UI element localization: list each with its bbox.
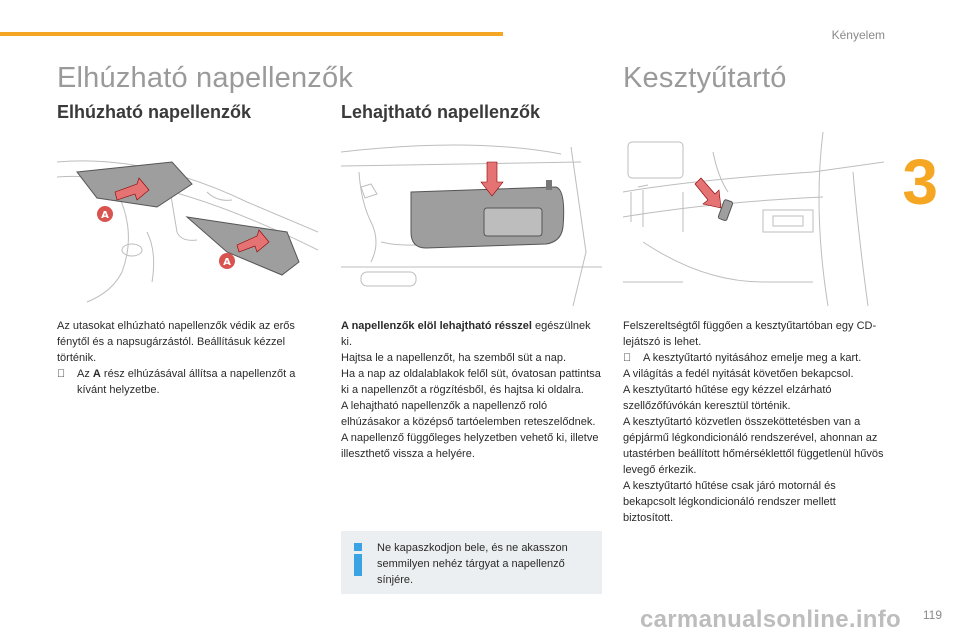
callout-a-2-label: A <box>223 257 231 268</box>
glove-box-illustration <box>623 132 884 306</box>
info-note-box <box>341 531 602 594</box>
folding-visor-paragraph-2: Hajtsa le a napellenzőt, ha szemből süt a nap. <box>341 352 567 364</box>
folding-visor-illustration <box>341 132 602 306</box>
callout-a-1-label: A <box>101 210 109 221</box>
glove-box-paragraph-4: A kesztyűtartó közvetlen összeköttetésben van a gépjármű légkondicionáló rendszerével, ahonnan az utastérben beállított hőmérséklettől függetlenül hűvös levegő érkezik. <box>623 416 884 476</box>
folding-visor-paragraph-4: A lehajtható napellenzők a napellenző roló elhúzásakor a középső tartóelemben reteszelődnek. A napellenző függőleges helyzetben vehető ki, illetve illeszthető vissza a helyére. <box>341 400 599 460</box>
glove-box-paragraph-2: A világítás a fedél nyitását követően bekapcsol. <box>623 368 854 380</box>
orange-header-bar <box>0 32 503 36</box>
bullet-check-icon <box>57 366 77 398</box>
info-icon <box>351 543 365 577</box>
retractable-visor-instruction: Az A rész elhúzásával állítsa a napellenzőt a kívánt helyzetbe. <box>57 366 318 398</box>
bullet-check-icon <box>623 350 643 366</box>
glove-box-text <box>623 318 888 526</box>
right-main-title: Kesztyűtartó <box>623 62 787 94</box>
subtitle-retractable-visors: Elhúzható napellenzők <box>57 102 252 122</box>
glove-box-instruction: A kesztyűtartó nyitásához emelje meg a kart. <box>623 350 888 366</box>
page-number: 119 <box>922 608 942 622</box>
left-main-title: Elhúzható napellenzők <box>57 62 354 94</box>
glove-box-paragraph-5: A kesztyűtartó hűtése csak járó motornál és bekapcsolt légkondicionáló rendszer mellett biztosított. <box>623 480 836 524</box>
folding-visor-paragraph-3: Ha a nap az oldalablakok felől süt, óvatosan pattintsa ki a napellenzőt a rögzítésből, és hajtsa ki oldalra. <box>341 368 601 396</box>
watermark-text: carmanualsonline.info <box>640 606 902 633</box>
folding-visor-intro: A napellenzők elöl lehajtható résszel egészülnek ki. <box>341 320 591 348</box>
retractable-visor-illustration <box>57 132 318 306</box>
retractable-visor-text <box>57 318 318 398</box>
chapter-title: Kényelem <box>831 28 885 42</box>
glove-box-paragraph-3: A kesztyűtartó hűtése egy kézzel elzárható szellőzőfúvókán keresztül történik. <box>623 384 832 412</box>
glove-box-paragraph-1: Felszereltségtől függően a kesztyűtartóban egy CD-lejátszó is lehet. <box>623 320 877 348</box>
folding-visor-text <box>341 318 602 462</box>
subtitle-folding-visors: Lehajtható napellenzők <box>341 102 541 122</box>
info-note-text: Ne kapaszkodjon bele, és ne akasszon semmilyen nehéz tárgyat a napellenző sínjére. <box>377 542 568 586</box>
chapter-number: 3 <box>902 146 938 218</box>
retractable-visor-paragraph: Az utasokat elhúzható napellenzők védik az erős fénytől és a napsugárzástól. Beállításuk kézzel történik. <box>57 320 295 364</box>
